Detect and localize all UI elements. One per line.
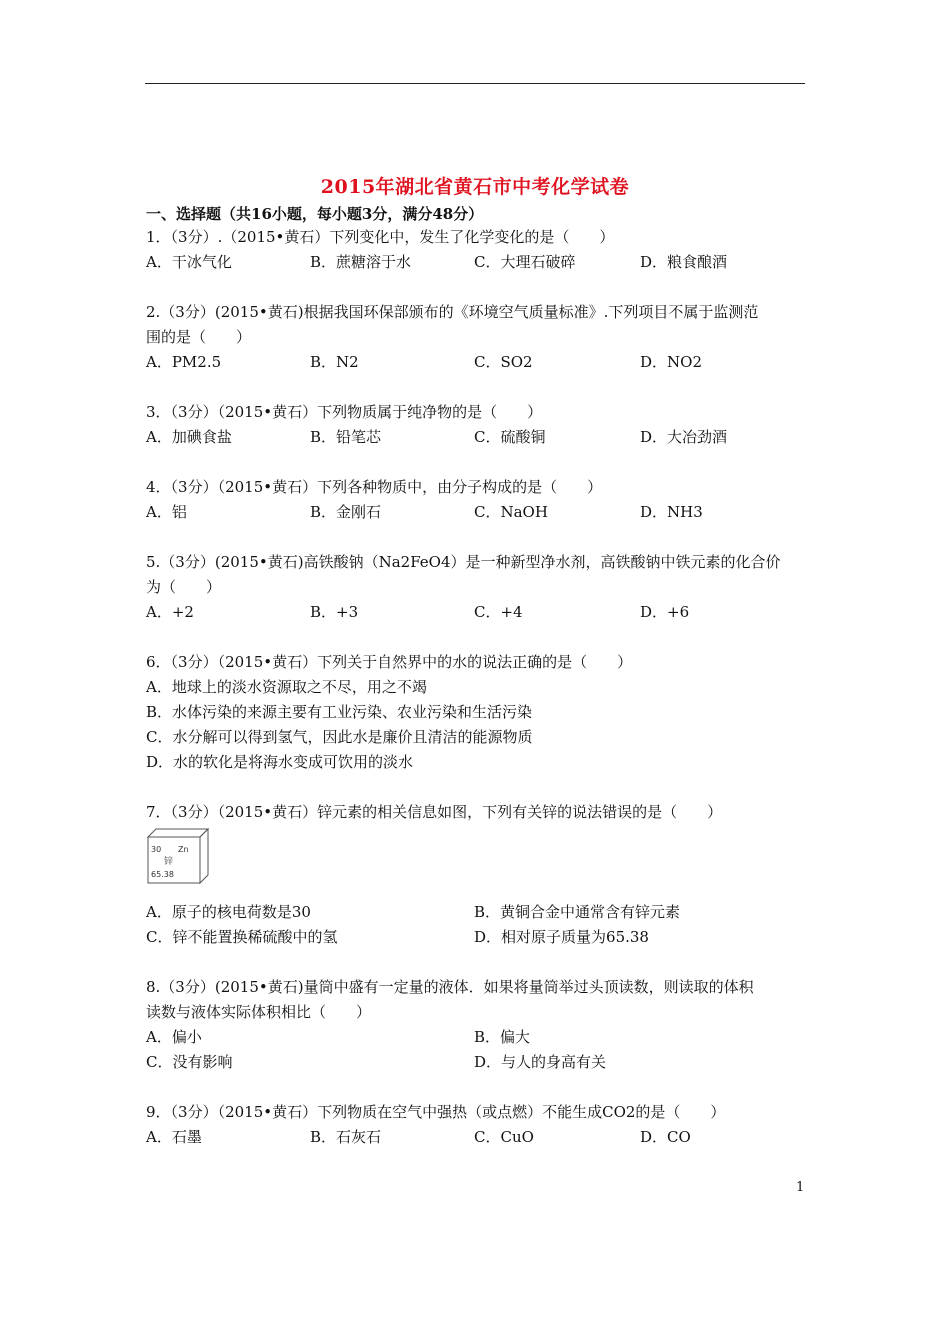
question-9-option-c: C．CuO bbox=[474, 1128, 534, 1146]
question-2-option-a: A．PM2.5 bbox=[146, 353, 222, 371]
zinc-name: 锌 bbox=[164, 857, 174, 867]
question-5-stem: 5.（3分）(2015•黄石)高铁酸钠（Na2FeO4）是一种新型净水剂，高铁酸钠中铁元素的化合价 bbox=[146, 553, 781, 571]
question-9-stem: 9．（3分）（2015•黄石）下列物质在空气中强热（或点燃）不能生成CO2的是（ ） bbox=[146, 1103, 726, 1121]
question-7-stem: 7．（3分）（2015•黄石）锌元素的相关信息如图，下列有关锌的说法错误的是（ ） bbox=[146, 803, 723, 821]
zinc-atomic-number: 30 bbox=[151, 845, 162, 854]
question-8-option-b: B．偏大 bbox=[474, 1028, 531, 1046]
question-6-option-b: B．水体污染的来源主要有工业污染、农业污染和生活污染 bbox=[146, 703, 533, 721]
question-2-option-d: D．NO2 bbox=[640, 353, 702, 371]
question-3-stem: 3．（3分）（2015•黄石）下列物质属于纯净物的是（ ） bbox=[146, 403, 543, 421]
question-6-option-c: C．水分解可以得到氢气，因此水是廉价且清洁的能源物质 bbox=[146, 728, 533, 746]
page-number: 1 bbox=[796, 1180, 805, 1195]
question-8-option-a: A．偏小 bbox=[146, 1028, 202, 1046]
section-heading: 一、选择题（共16小题，每小题3分，满分48分） bbox=[146, 205, 484, 223]
question-6-option-d: D．水的软化是将海水变成可饮用的淡水 bbox=[146, 753, 414, 771]
question-8-stem: 8.（3分）(2015•黄石)量筒中盛有一定量的液体．如果将量筒举过头顶读数，则读取的体积 bbox=[146, 978, 754, 996]
question-1-option-c: C．大理石破碎 bbox=[474, 253, 576, 271]
question-5-stem-cont: 为（ ） bbox=[146, 578, 222, 596]
zinc-symbol: Zn bbox=[178, 845, 189, 854]
question-9-option-d: D．CO bbox=[640, 1128, 691, 1146]
question-2-option-c: C．SO2 bbox=[474, 353, 533, 371]
question-8-option-c: C．没有影响 bbox=[146, 1053, 233, 1071]
question-4-option-a: A．铝 bbox=[146, 503, 187, 521]
question-1-option-b: B．蔗糖溶于水 bbox=[310, 253, 412, 271]
zinc-element-card-figure bbox=[146, 827, 210, 885]
question-4-option-b: B．金刚石 bbox=[310, 503, 382, 521]
question-6-stem: 6．（3分）（2015•黄石）下列关于自然界中的水的说法正确的是（ ） bbox=[146, 653, 633, 671]
header-rule bbox=[145, 83, 805, 84]
question-4-stem: 4．（3分）（2015•黄石）下列各种物质中，由分子构成的是（ ） bbox=[146, 478, 603, 496]
question-7-option-b: B．黄铜合金中通常含有锌元素 bbox=[474, 903, 681, 921]
question-1-option-d: D．粮食酿酒 bbox=[640, 253, 728, 271]
question-5-option-b: B．+3 bbox=[310, 603, 359, 621]
question-7-option-a: A．原子的核电荷数是30 bbox=[146, 903, 311, 921]
question-3-option-b: B．铅笔芯 bbox=[310, 428, 382, 446]
zinc-atomic-mass: 65.38 bbox=[151, 870, 174, 879]
question-8-stem-cont: 读数与液体实际体积相比（ ） bbox=[146, 1003, 372, 1021]
question-2-stem-cont: 围的是（ ） bbox=[146, 328, 252, 346]
question-9-option-b: B．石灰石 bbox=[310, 1128, 382, 1146]
question-7-option-c: C．锌不能置换稀硫酸中的氢 bbox=[146, 928, 338, 946]
question-5-option-c: C．+4 bbox=[474, 603, 523, 621]
question-4-option-c: C．NaOH bbox=[474, 503, 548, 521]
question-8-option-d: D．与人的身高有关 bbox=[474, 1053, 607, 1071]
question-3-option-d: D．大冶劲酒 bbox=[640, 428, 728, 446]
question-1-stem: 1．（3分）.（2015•黄石）下列变化中，发生了化学变化的是（ ） bbox=[146, 228, 615, 246]
question-2-stem: 2.（3分）(2015•黄石)根据我国环保部颁布的《环境空气质量标准》.下列项目不属于监测范 bbox=[146, 303, 759, 321]
question-5-option-d: D．+6 bbox=[640, 603, 690, 621]
question-3-option-c: C．硫酸铜 bbox=[474, 428, 546, 446]
question-6-option-a: A．地球上的淡水资源取之不尽，用之不竭 bbox=[146, 678, 427, 696]
question-7-option-d: D．相对原子质量为65.38 bbox=[474, 928, 649, 946]
question-4-option-d: D．NH3 bbox=[640, 503, 703, 521]
question-3-option-a: A．加碘食盐 bbox=[146, 428, 232, 446]
question-5-option-a: A．+2 bbox=[146, 603, 194, 621]
question-1-option-a: A．干冰气化 bbox=[146, 253, 232, 271]
question-2-option-b: B．N2 bbox=[310, 353, 359, 371]
question-9-option-a: A．石墨 bbox=[146, 1128, 202, 1146]
page-title: 2015年湖北省黄石市中考化学试卷 bbox=[320, 176, 630, 198]
